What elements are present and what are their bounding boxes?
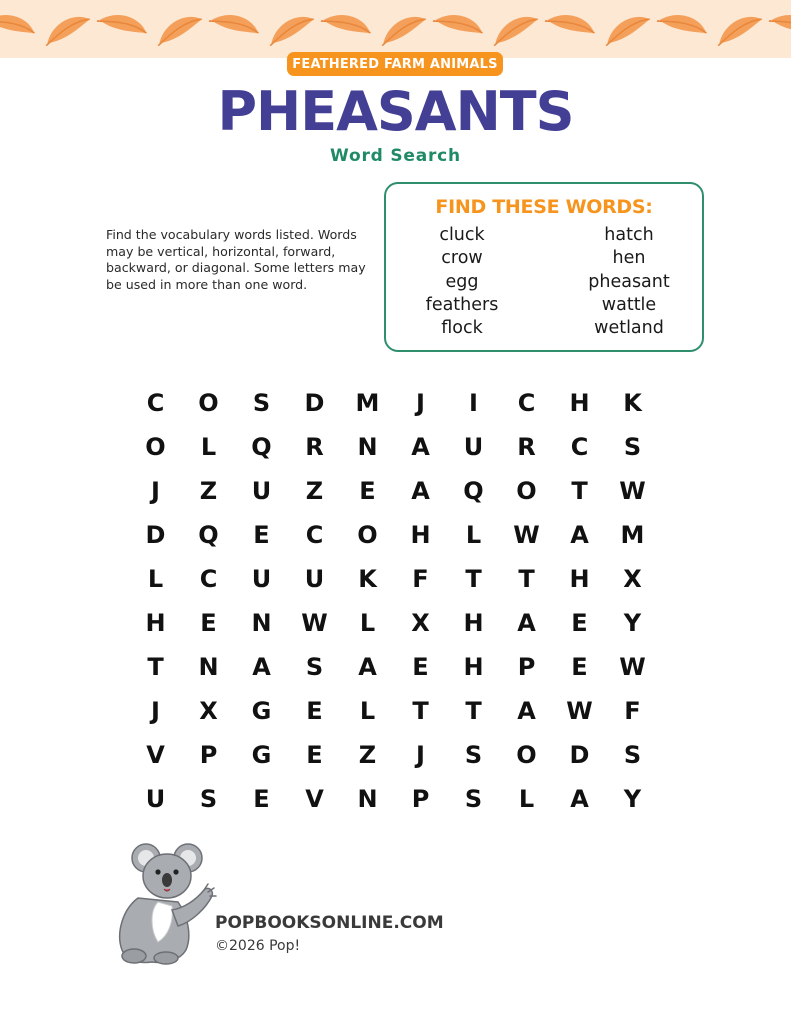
grid-letter: Z xyxy=(305,477,324,505)
grid-letter: H xyxy=(463,609,484,637)
grid-letter: P xyxy=(411,785,430,813)
grid-letter: P xyxy=(199,741,218,769)
word-item: egg xyxy=(445,271,479,292)
grid-letter: S xyxy=(623,433,642,461)
grid-letter: Z xyxy=(358,741,377,769)
grid-letter: L xyxy=(200,433,217,461)
grid-letter: A xyxy=(517,609,536,637)
grid-letter: Z xyxy=(199,477,218,505)
grid-letter: G xyxy=(251,697,272,725)
grid-letter: Y xyxy=(623,785,642,813)
grid-letter: S xyxy=(199,785,218,813)
grid-letter: P xyxy=(517,653,536,681)
grid-letter: J xyxy=(151,477,160,505)
grid-letter: K xyxy=(358,565,377,593)
grid-letter: O xyxy=(357,521,378,549)
grid-letter: L xyxy=(518,785,535,813)
grid-letter: W xyxy=(301,609,328,637)
grid-letter: J xyxy=(151,697,160,725)
grid-letter: F xyxy=(624,697,641,725)
grid-letter: T xyxy=(412,697,429,725)
grid-letter: C xyxy=(146,389,165,417)
grid-letter: D xyxy=(145,521,166,549)
grid-letter: A xyxy=(358,653,377,681)
word-item: flock xyxy=(441,318,483,339)
grid-letter: C xyxy=(517,389,536,417)
feather-icon xyxy=(769,5,791,42)
feather-icon xyxy=(376,12,429,46)
word-list-heading: FIND THESE WORDS: xyxy=(435,196,653,218)
page-subtitle: Word Search xyxy=(330,146,461,166)
grid-letter: D xyxy=(569,741,590,769)
grid-letter: R xyxy=(305,433,324,461)
grid-letter: Q xyxy=(463,477,484,505)
word-item: pheasant xyxy=(588,271,670,292)
grid-letter: Y xyxy=(623,609,642,637)
grid-letter: S xyxy=(464,785,483,813)
grid-letter: S xyxy=(305,653,324,681)
grid-letter: E xyxy=(253,785,270,813)
feather-icon xyxy=(40,12,93,46)
grid-letter: X xyxy=(623,565,642,593)
feather-icon xyxy=(712,12,765,46)
grid-letter: T xyxy=(147,653,164,681)
word-item: cluck xyxy=(439,225,485,245)
grid-letter: R xyxy=(517,433,536,461)
copyright-text: ©2026 Pop! xyxy=(215,938,301,954)
grid-letter: E xyxy=(412,653,429,681)
grid-letter: F xyxy=(412,565,429,593)
grid-letter: J xyxy=(416,389,425,417)
grid-letter: H xyxy=(463,653,484,681)
grid-letter: A xyxy=(252,653,271,681)
grid-letter: S xyxy=(623,741,642,769)
grid-letter: G xyxy=(251,741,272,769)
feather-pattern xyxy=(0,0,791,58)
word-item: wetland xyxy=(594,318,664,339)
word-list-left xyxy=(387,224,537,340)
grid-letter: A xyxy=(517,697,536,725)
feather-icon xyxy=(152,12,205,46)
grid-letter: X xyxy=(411,609,430,637)
grid-letter: N xyxy=(357,433,378,461)
feather-icon xyxy=(0,5,38,42)
grid-letter: L xyxy=(147,565,164,593)
word-list-right xyxy=(554,224,704,340)
grid-letter: H xyxy=(569,565,590,593)
grid-letter: V xyxy=(146,741,165,769)
website-link[interactable]: POPBOOKSONLINE.COM xyxy=(215,913,444,933)
grid-letter: S xyxy=(252,389,271,417)
page-title: PHEASANTS xyxy=(217,80,574,143)
grid-letter: A xyxy=(411,477,430,505)
feather-icon xyxy=(97,5,150,42)
grid-letter: K xyxy=(623,389,642,417)
grid-letter: L xyxy=(359,697,376,725)
feather-icon xyxy=(321,5,374,42)
grid-letter: O xyxy=(516,477,537,505)
feather-icon xyxy=(488,12,541,46)
grid-letter: T xyxy=(465,697,482,725)
grid-letter: L xyxy=(359,609,376,637)
grid-letter: E xyxy=(571,609,588,637)
grid-letter: W xyxy=(513,521,540,549)
grid-letter: H xyxy=(569,389,590,417)
grid-letter: W xyxy=(619,653,646,681)
grid-letter: T xyxy=(571,477,588,505)
grid-letter: S xyxy=(464,741,483,769)
grid-letter: U xyxy=(145,785,166,813)
grid-letter: H xyxy=(145,609,166,637)
grid-letter: O xyxy=(198,389,219,417)
grid-letter: H xyxy=(410,521,431,549)
grid-letter: C xyxy=(570,433,589,461)
grid-letter: O xyxy=(145,433,166,461)
instructions-text: Find the vocabulary words listed. Words may be vertical, horizontal, forward, backward, or diagonal. Some letters may be used in more than one word. xyxy=(106,227,366,292)
grid-letter: C xyxy=(305,521,324,549)
grid-letter: T xyxy=(465,565,482,593)
grid-letter: A xyxy=(570,521,589,549)
word-search-grid xyxy=(129,381,659,821)
grid-letter: I xyxy=(469,389,478,417)
word-item: hatch xyxy=(604,225,654,245)
koala-icon xyxy=(108,838,218,966)
feather-icon xyxy=(600,12,653,46)
grid-letter: N xyxy=(198,653,219,681)
grid-letter: V xyxy=(305,785,324,813)
feather-icon xyxy=(545,5,598,42)
grid-letter: E xyxy=(253,521,270,549)
word-item: hen xyxy=(612,248,646,269)
grid-letter: N xyxy=(357,785,378,813)
word-item: feathers xyxy=(425,294,499,315)
feather-icon xyxy=(433,5,486,42)
grid-letter: E xyxy=(571,653,588,681)
grid-letter: O xyxy=(516,741,537,769)
grid-letter: E xyxy=(200,609,217,637)
grid-letter: U xyxy=(251,477,272,505)
grid-letter: N xyxy=(251,609,272,637)
grid-letter: J xyxy=(416,741,425,769)
grid-letter: A xyxy=(411,433,430,461)
grid-letter: W xyxy=(619,477,646,505)
grid-letter: A xyxy=(570,785,589,813)
category-tag: FEATHERED FARM ANIMALS xyxy=(287,52,503,76)
grid-letter: U xyxy=(304,565,325,593)
feather-icon xyxy=(264,12,317,46)
word-list-box xyxy=(384,182,704,352)
grid-letter: U xyxy=(251,565,272,593)
grid-letter: T xyxy=(518,565,535,593)
grid-letter: E xyxy=(359,477,376,505)
feather-icon xyxy=(209,5,262,42)
grid-letter: M xyxy=(355,389,380,417)
grid-letter: M xyxy=(620,521,645,549)
grid-letter: Q xyxy=(251,433,272,461)
word-item: crow xyxy=(441,248,483,269)
grid-letter: C xyxy=(199,565,218,593)
grid-letter: E xyxy=(306,697,323,725)
feather-banner xyxy=(0,0,791,58)
grid-letter: U xyxy=(463,433,484,461)
word-item: wattle xyxy=(601,294,657,315)
grid-letter: Q xyxy=(198,521,219,549)
grid-letter: D xyxy=(304,389,325,417)
grid-letter: X xyxy=(199,697,218,725)
grid-letter: L xyxy=(465,521,482,549)
grid-letter: W xyxy=(566,697,593,725)
grid-letter: E xyxy=(306,741,323,769)
feather-icon xyxy=(657,5,710,42)
